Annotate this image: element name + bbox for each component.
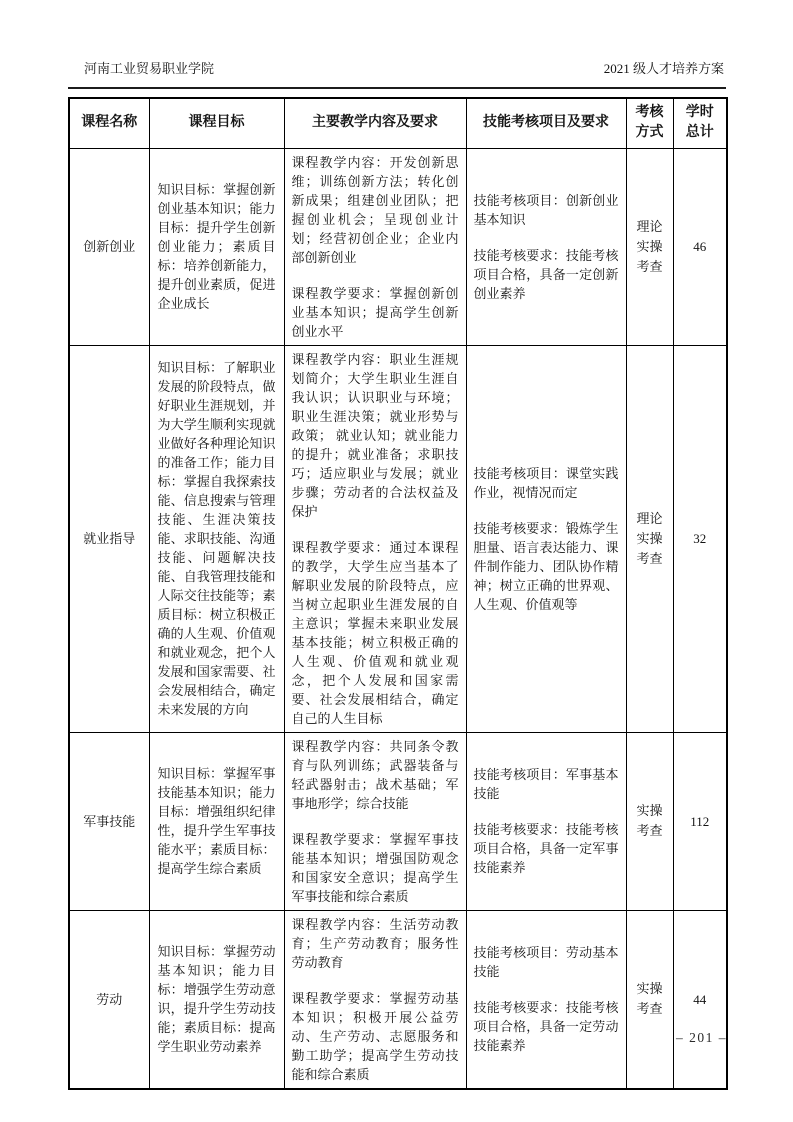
col-header-total-hours: 学时总计 xyxy=(673,98,727,148)
col-header-assessment-method: 考核方式 xyxy=(626,98,673,148)
course-objectives-cell: 知识目标：掌握劳动基本知识；能力目标：增强学生劳动意识，提升学生劳动技能；素质目标：提高学生职业劳动素养 xyxy=(149,910,284,1089)
document-header xyxy=(68,60,726,89)
total-hours-cell: 32 xyxy=(673,345,727,732)
teaching-requirement-paragraph: 课程教学要求：通过本课程的教学，大学生应当基本了解职业发展的阶段特点，应当树立起职业生涯发展的自主意识；掌握未来职业发展基本技能；树立积极正确的人生观、价值观和就业观念，把个人发展和国家需要、社会发展相结合，确定自己的人生目标 xyxy=(291,539,459,726)
course-name-cell: 创新创业 xyxy=(69,148,149,345)
teaching-content-paragraph: 课程教学内容：共同条令教育与队列训练；武器装备与轻武器射击；战术基础；军事地形学；综合技能 xyxy=(291,738,459,811)
teaching-content-paragraph: 课程教学内容：生活劳动教育；生产劳动教育；服务性劳动教育 xyxy=(291,916,459,970)
table-row xyxy=(69,732,727,910)
total-hours-cell: 112 xyxy=(673,732,727,910)
col-header-course-objectives: 课程目标 xyxy=(149,98,284,148)
teaching-requirement-paragraph: 课程教学要求：掌握军事技能基本知识；增强国防观念和国家安全意识；提高学生军事技能和综合素质 xyxy=(291,831,459,904)
col-header-course-name: 课程名称 xyxy=(69,98,149,148)
teaching-content-paragraph: 课程教学内容：职业生涯规划简介；大学生职业生涯自我认识；认识职业与环境；职业生涯决策；就业形势与政策； 就业认知；就业能力的提升；就业准备；求职技巧；适应职业与发展；就业步骤；劳动者的合法权益及保护 xyxy=(291,351,459,519)
table-row xyxy=(69,345,727,732)
assessment-item-paragraph: 技能考核项目：创新创业基本知识 xyxy=(473,192,619,227)
table-header-row xyxy=(69,98,727,148)
course-name-cell: 劳动 xyxy=(69,910,149,1089)
teaching-content-paragraph: 课程教学内容：开发创新思维；训练创新方法；转化创新成果；组建创业团队；把握创业机会；呈现创业计划；经营初创企业；企业内部创新创业 xyxy=(291,154,459,265)
assessment-method-cell: 实操考查 xyxy=(626,732,673,910)
skill-assessment-cell xyxy=(466,345,626,732)
assessment-item-paragraph: 技能考核项目：课堂实践作业，视情况而定 xyxy=(473,465,619,500)
table-row xyxy=(69,148,727,345)
assessment-item-paragraph: 技能考核项目：劳动基本技能 xyxy=(473,945,619,979)
assessment-method-cell: 理论实操考查 xyxy=(626,345,673,732)
teaching-content-cell xyxy=(284,910,466,1089)
col-header-teaching-content: 主要教学内容及要求 xyxy=(284,98,466,148)
course-objectives-cell: 知识目标：掌握创新创业基本知识；能力目标：提升学生创新创业能力；素质目标：培养创新能力，提升创业素质，促进企业成长 xyxy=(149,148,284,345)
assessment-item-paragraph: 技能考核项目：军事基本技能 xyxy=(473,767,619,801)
plan-title: 2021 级人才培养方案 xyxy=(603,61,724,76)
assessment-requirement-paragraph: 技能考核要求：技能考核项目合格，具备一定劳动技能素养 xyxy=(473,1000,619,1053)
school-name: 河南工业贸易职业学院 xyxy=(84,61,215,76)
course-name-cell: 就业指导 xyxy=(69,345,149,732)
skill-assessment-cell xyxy=(466,910,626,1089)
page-number: – 201 – xyxy=(676,1030,727,1045)
teaching-content-cell xyxy=(284,732,466,910)
teaching-content-cell xyxy=(284,345,466,732)
teaching-requirement-paragraph: 课程教学要求：掌握创新创业基本知识；提高学生创新创业水平 xyxy=(291,285,459,339)
assessment-method-cell: 理论实操考查 xyxy=(626,148,673,345)
assessment-method-cell: 实操考查 xyxy=(626,910,673,1089)
course-objectives-cell: 知识目标：了解职业发展的阶段特点，做好职业生涯规划，并为大学生顺利实现就业做好各种理论知识的准备工作；能力目标：掌握自我探索技能、信息搜索与管理技能、生涯决策技能、求职技能、沟通技能、问题解决技能、自我管理技能和人际交往技能等；素质目标：树立积极正确的人生观、价值观和就业观念，把个人发展和国家需要、社会发展相结合，确定未来发展的方向 xyxy=(149,345,284,732)
assessment-requirement-paragraph: 技能考核要求：锻炼学生胆量、语言表达能力、课件制作能力、团队协作精神；树立正确的世界观、人生观、价值观等 xyxy=(473,520,619,612)
total-hours-cell: 46 xyxy=(673,148,727,345)
course-name-cell: 军事技能 xyxy=(69,732,149,910)
assessment-requirement-paragraph: 技能考核要求：技能考核项目合格，具备一定军事技能素养 xyxy=(473,822,619,875)
teaching-content-cell xyxy=(284,148,466,345)
course-objectives-cell: 知识目标：掌握军事技能基本知识；能力目标：增强组织纪律性，提升学生军事技能水平；素质目标：提高学生综合素质 xyxy=(149,732,284,910)
col-header-skill-assessment: 技能考核项目及要求 xyxy=(466,98,626,148)
total-hours-cell: 44 xyxy=(673,910,727,1089)
course-table xyxy=(68,97,728,1090)
teaching-requirement-paragraph: 课程教学要求：掌握劳动基本知识；积极开展公益劳动、生产劳动、志愿服务和勤工助学；提高学生劳动技能和综合素质 xyxy=(291,990,459,1082)
skill-assessment-cell xyxy=(466,732,626,910)
assessment-requirement-paragraph: 技能考核要求：技能考核项目合格，具备一定创新创业素养 xyxy=(473,247,619,301)
table-row xyxy=(69,910,727,1089)
skill-assessment-cell xyxy=(466,148,626,345)
